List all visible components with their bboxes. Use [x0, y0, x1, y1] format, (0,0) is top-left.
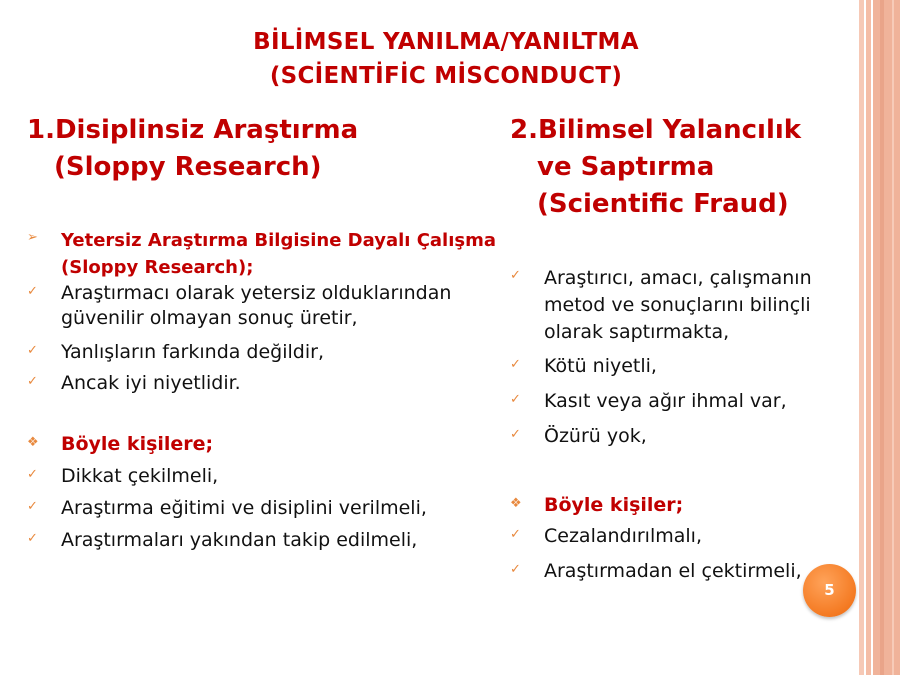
list-item — [510, 389, 855, 414]
list-item — [27, 496, 502, 521]
checkmark-bullet-icon: ✓ — [510, 268, 521, 283]
list-item — [510, 559, 855, 584]
list-item — [27, 528, 502, 553]
slide-title-line-2: (SCİENTİFİC MİSCONDUCT) — [269, 63, 623, 89]
slide-title — [120, 25, 772, 93]
left-bullet-list — [27, 227, 502, 553]
checkmark-bullet-icon: ✓ — [27, 343, 38, 358]
checkmark-bullet-icon: ✓ — [27, 284, 38, 299]
list-item-text: Kötü niyetli, — [544, 355, 657, 377]
right-column — [510, 112, 855, 584]
decorative-stripe — [866, 0, 871, 675]
decorative-stripe — [873, 0, 900, 675]
slide-title-line-1: BİLİMSEL YANILMA/YANILTMA — [253, 29, 639, 55]
list-item-text: Böyle kişilere; — [61, 433, 214, 455]
checkmark-bullet-icon: ✓ — [510, 392, 521, 407]
list-item-text: Böyle kişiler; — [544, 494, 684, 516]
list-item-text: Araştırmacı olarak yetersiz olduklarından güvenilir olmayan sonuç üretir, — [61, 282, 452, 329]
list-item — [510, 265, 855, 346]
checkmark-bullet-icon: ✓ — [27, 499, 38, 514]
list-item — [27, 281, 502, 331]
list-item — [510, 424, 855, 449]
list-item — [27, 340, 502, 365]
checkmark-bullet-icon: ✓ — [27, 467, 38, 482]
list-item-text: Kasıt veya ağır ihmal var, — [544, 390, 787, 412]
list-item — [27, 464, 502, 489]
list-item-text: Araştırma eğitimi ve disiplini verilmeli, — [61, 497, 427, 519]
checkmark-bullet-icon: ✓ — [510, 427, 521, 442]
diamond-bullet-icon: ❖ — [510, 496, 522, 511]
list-item — [27, 432, 502, 457]
list-item-text: Yetersiz Araştırma Bilgisine Dayalı Çalışma (Sloppy Research); — [61, 230, 497, 278]
page-number-badge: 5 — [803, 564, 856, 617]
checkmark-bullet-icon: ✓ — [510, 562, 521, 577]
checkmark-bullet-icon: ✓ — [27, 374, 38, 389]
left-column — [27, 112, 502, 553]
left-heading-line-2: (Sloppy Research) — [54, 152, 322, 182]
list-item-text: Özürü yok, — [544, 425, 647, 447]
diamond-bullet-icon: ❖ — [27, 435, 39, 450]
checkmark-bullet-icon: ✓ — [510, 357, 521, 372]
list-item-text: Cezalandırılmalı, — [544, 525, 702, 547]
arrow-bullet-icon: ➢ — [27, 230, 38, 245]
right-heading-line-1: 2.Bilimsel Yalancılık — [510, 115, 802, 145]
list-item-text: Araştırıcı, amacı, çalışmanın metod ve sonuçlarını bilinçli olarak saptırmakta, — [544, 267, 812, 343]
left-heading — [27, 112, 502, 186]
right-bullet-list — [510, 265, 855, 584]
list-item — [510, 493, 855, 518]
right-heading-line-2: ve Saptırma — [537, 152, 715, 182]
decorative-stripe — [859, 0, 864, 675]
list-item — [510, 354, 855, 379]
list-item-text: Yanlışların farkında değildir, — [61, 341, 324, 363]
list-item-text: Araştırmadan el çektirmeli, — [544, 560, 802, 582]
checkmark-bullet-icon: ✓ — [510, 527, 521, 542]
list-item — [27, 227, 502, 281]
list-item-text: Araştırmaları yakından takip edilmeli, — [61, 529, 418, 551]
decorative-stripe — [880, 0, 884, 675]
decorative-stripe — [892, 0, 894, 675]
list-item — [27, 371, 502, 396]
checkmark-bullet-icon: ✓ — [27, 531, 38, 546]
right-heading-line-3: (Scientific Fraud) — [537, 189, 789, 219]
list-item-text: Dikkat çekilmeli, — [61, 465, 219, 487]
right-heading — [510, 112, 855, 223]
left-heading-line-1: 1.Disiplinsiz Araştırma — [27, 115, 359, 145]
list-item-text: Ancak iyi niyetlidir. — [61, 372, 241, 394]
list-item — [510, 524, 855, 549]
